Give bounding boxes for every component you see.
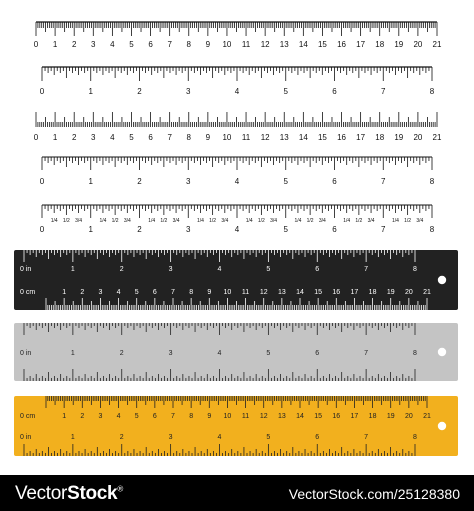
tick-label: 7 xyxy=(167,133,172,142)
fraction-label: 3/4 xyxy=(318,218,326,224)
tick-label: 19 xyxy=(386,289,395,296)
tick-label: 4 xyxy=(217,266,222,273)
fraction-label: 3/4 xyxy=(221,218,229,224)
fraction-label: 1/2 xyxy=(209,218,217,224)
tick-label: 15 xyxy=(314,289,323,296)
tick-label: 8 xyxy=(429,225,435,234)
tick-label: 12 xyxy=(260,133,270,142)
tick-label: 3 xyxy=(168,266,173,273)
tick-label: 4 xyxy=(234,225,240,234)
tick-label: 17 xyxy=(350,289,359,296)
tick-label: 15 xyxy=(314,413,323,420)
tick-label: 2 xyxy=(71,133,77,142)
tick-label: 2 xyxy=(119,350,124,357)
tick-label: 6 xyxy=(315,350,320,357)
tick-label: 5 xyxy=(134,413,139,420)
tick-label: 1 xyxy=(52,133,58,142)
tick-label: 3 xyxy=(168,434,173,441)
tick-label: 12 xyxy=(260,40,270,49)
tick-label: 20 xyxy=(413,133,423,142)
fraction-label: 1/2 xyxy=(111,218,119,224)
tick-label: 1 xyxy=(70,350,75,357)
tick-label: 5 xyxy=(266,266,271,273)
tick-label: 2 xyxy=(80,289,85,296)
tick-label: 3 xyxy=(98,413,103,420)
tick-label: 3 xyxy=(186,225,191,234)
tick-label: 19 xyxy=(394,40,404,49)
tick-label: 7 xyxy=(364,266,369,273)
tick-label: 4 xyxy=(217,434,222,441)
fraction-label: 3/4 xyxy=(75,218,83,224)
ruler-cm-2 xyxy=(34,112,442,142)
tick-label: 0 xyxy=(39,177,45,186)
tick-label: 20 xyxy=(404,289,413,296)
tick-label: 5 xyxy=(283,87,288,96)
fraction-label: 3/4 xyxy=(270,218,278,224)
tick-label: 17 xyxy=(356,40,366,49)
fraction-label: 1/4 xyxy=(148,218,156,224)
tick-label: 7 xyxy=(364,434,369,441)
tick-label: 5 xyxy=(129,133,134,142)
tick-label: 5 xyxy=(283,177,288,186)
tick-label: 4 xyxy=(116,413,121,420)
tick-label: 10 xyxy=(222,40,232,49)
tick-label: 8 xyxy=(189,289,194,296)
fraction-label: 1/4 xyxy=(343,218,351,224)
fraction-label: 1/2 xyxy=(257,218,265,224)
tick-label: 9 xyxy=(205,133,211,142)
tick-label: 5 xyxy=(129,40,134,49)
tick-label: 8 xyxy=(413,266,417,273)
solid-ruler-yellow xyxy=(14,396,458,456)
tick-label: 15 xyxy=(317,133,327,142)
tick-label: 16 xyxy=(337,40,346,49)
tick-label: 1 xyxy=(52,40,58,49)
tick-label: 13 xyxy=(279,133,289,142)
tick-label: 18 xyxy=(375,40,385,49)
tick-label: 7 xyxy=(381,87,386,96)
tick-label: 2 xyxy=(137,87,142,96)
vectorstock-logo: VectorStock® xyxy=(15,483,123,504)
tick-label: 3 xyxy=(186,177,191,186)
tick-label: 2 xyxy=(137,225,142,234)
tick-label: 5 xyxy=(134,289,139,296)
tick-label: 21 xyxy=(432,40,442,49)
fraction-label: 1/4 xyxy=(50,218,58,224)
tick-label: 6 xyxy=(152,413,157,420)
tick-label: 11 xyxy=(241,133,251,142)
tick-label: 11 xyxy=(241,289,250,296)
tick-label: 6 xyxy=(332,177,337,186)
tick-label: 0 xyxy=(39,225,45,234)
tick-label: 3 xyxy=(91,133,96,142)
tick-label: 7 xyxy=(381,225,386,234)
tick-label: 3 xyxy=(168,350,173,357)
tick-label: 1 xyxy=(62,413,67,420)
tick-label: 10 xyxy=(222,133,232,142)
tick-label: 2 xyxy=(80,413,85,420)
image-id: VectorStock.com/25128380 xyxy=(288,486,460,502)
unit-label: 0 in xyxy=(20,434,32,441)
tick-label: 3 xyxy=(91,40,96,49)
tick-label: 18 xyxy=(368,289,377,296)
fraction-label: 3/4 xyxy=(367,218,375,224)
ruler-in-1 xyxy=(40,67,435,96)
ruler-in-fractions xyxy=(40,205,435,234)
hang-hole xyxy=(438,422,446,430)
tick-label: 1 xyxy=(62,289,67,296)
fraction-label: 1/2 xyxy=(355,218,363,224)
tick-label: 1 xyxy=(88,87,93,96)
watermark-bar xyxy=(0,475,474,511)
tick-label: 6 xyxy=(332,225,337,234)
hang-hole xyxy=(438,276,446,284)
fraction-label: 1/2 xyxy=(160,218,168,224)
tick-label: 4 xyxy=(116,289,121,296)
fraction-label: 3/4 xyxy=(172,218,180,224)
tick-label: 8 xyxy=(429,177,435,186)
tick-label: 8 xyxy=(189,413,194,420)
tick-label: 10 xyxy=(223,413,232,420)
ruler-body xyxy=(14,396,458,456)
tick-label: 6 xyxy=(315,434,320,441)
tick-label: 6 xyxy=(315,266,320,273)
tick-label: 4 xyxy=(234,87,240,96)
tick-label: 6 xyxy=(152,289,157,296)
tick-label: 13 xyxy=(277,289,286,296)
unit-label: 0 cm xyxy=(20,289,36,296)
tick-label: 13 xyxy=(279,40,289,49)
tick-label: 21 xyxy=(423,413,431,420)
tick-label: 3 xyxy=(98,289,103,296)
tick-label: 15 xyxy=(317,40,327,49)
fraction-label: 1/2 xyxy=(404,218,412,224)
tick-label: 6 xyxy=(148,40,153,49)
hang-hole xyxy=(438,348,446,356)
tick-label: 4 xyxy=(234,177,240,186)
tick-label: 2 xyxy=(119,266,124,273)
tick-label: 17 xyxy=(350,413,359,420)
solid-ruler-black xyxy=(14,250,458,310)
tick-label: 11 xyxy=(241,40,251,49)
tick-label: 8 xyxy=(186,133,191,142)
tick-label: 4 xyxy=(110,133,115,142)
tick-label: 19 xyxy=(394,133,404,142)
tick-label: 13 xyxy=(277,413,286,420)
tick-label: 1 xyxy=(70,266,75,273)
tick-label: 12 xyxy=(259,413,268,420)
tick-label: 2 xyxy=(137,177,142,186)
ruler-in-2 xyxy=(40,157,435,186)
tick-label: 7 xyxy=(364,350,369,357)
tick-label: 7 xyxy=(171,289,175,296)
fraction-label: 3/4 xyxy=(123,218,131,224)
tick-label: 10 xyxy=(223,289,232,296)
tick-label: 5 xyxy=(283,225,288,234)
tick-label: 0 xyxy=(33,133,39,142)
fraction-label: 1/4 xyxy=(99,218,107,224)
tick-label: 16 xyxy=(337,133,346,142)
tick-label: 0 xyxy=(39,87,45,96)
tick-label: 19 xyxy=(386,413,395,420)
fraction-label: 3/4 xyxy=(416,218,424,224)
tick-label: 4 xyxy=(110,40,115,49)
ruler-cm-1 xyxy=(34,22,442,49)
tick-label: 20 xyxy=(413,40,423,49)
tick-label: 12 xyxy=(259,289,268,296)
tick-label: 14 xyxy=(296,289,304,296)
fraction-label: 1/2 xyxy=(62,218,70,224)
tick-label: 9 xyxy=(207,289,212,296)
tick-label: 4 xyxy=(217,350,222,357)
tick-label: 1 xyxy=(88,177,93,186)
tick-label: 18 xyxy=(368,413,377,420)
fraction-label: 1/2 xyxy=(306,218,314,224)
ruler-body xyxy=(14,323,458,381)
tick-label: 5 xyxy=(266,350,271,357)
tick-label: 7 xyxy=(381,177,386,186)
solid-ruler-grey xyxy=(14,323,458,381)
tick-label: 3 xyxy=(186,87,191,96)
tick-label: 2 xyxy=(71,40,77,49)
unit-label: 0 in xyxy=(20,266,32,273)
tick-label: 1 xyxy=(70,434,75,441)
tick-label: 9 xyxy=(207,413,212,420)
tick-label: 14 xyxy=(296,413,304,420)
tick-label: 6 xyxy=(332,87,337,96)
tick-label: 7 xyxy=(171,413,175,420)
tick-label: 17 xyxy=(356,133,366,142)
tick-label: 2 xyxy=(119,434,124,441)
tick-label: 8 xyxy=(186,40,191,49)
tick-label: 0 xyxy=(33,40,39,49)
fraction-label: 1/4 xyxy=(294,218,302,224)
tick-label: 16 xyxy=(332,289,341,296)
tick-label: 16 xyxy=(332,413,341,420)
fraction-label: 1/4 xyxy=(245,218,253,224)
tick-label: 6 xyxy=(148,133,153,142)
tick-label: 5 xyxy=(266,434,271,441)
tick-label: 11 xyxy=(241,413,250,420)
tick-label: 21 xyxy=(432,133,442,142)
unit-label: 0 in xyxy=(20,350,32,357)
tick-label: 18 xyxy=(375,133,385,142)
ruler-body xyxy=(14,250,458,310)
tick-label: 14 xyxy=(298,133,308,142)
fraction-label: 1/4 xyxy=(391,218,399,224)
tick-label: 9 xyxy=(205,40,211,49)
unit-label: 0 cm xyxy=(20,413,36,420)
tick-label: 20 xyxy=(404,413,413,420)
fraction-label: 1/4 xyxy=(196,218,204,224)
tick-label: 21 xyxy=(423,289,431,296)
tick-label: 8 xyxy=(413,434,417,441)
tick-label: 14 xyxy=(298,40,308,49)
tick-label: 8 xyxy=(413,350,417,357)
tick-label: 8 xyxy=(429,87,435,96)
tick-label: 1 xyxy=(88,225,93,234)
tick-label: 7 xyxy=(167,40,172,49)
